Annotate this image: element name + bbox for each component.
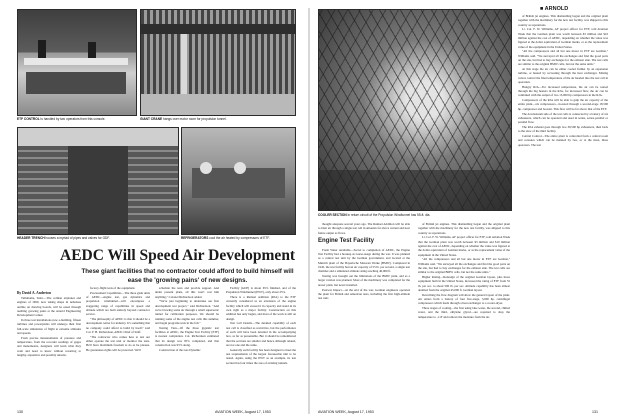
cooler-section-photo	[318, 9, 512, 211]
paragraph: schedule the tests and provide support. And under present plans, all this won't cost him anything," Colonel Richardson added.	[155, 286, 219, 299]
byline: By David A. Anderton	[17, 291, 51, 295]
paragraph: Test Cell Details—The detailed capability of each test cell is classified as restrictive, but the performance of each will have been detailed in the accompanying box, as far as presentable. But it should be remembered that the sections are smaller and hence although related, are not one and the same.	[226, 321, 296, 347]
giant-crane-caption: GIANT CRANE hangs over motor room for propulsion tunnel.	[140, 117, 227, 121]
paragraph: Hungry RJA—For increased temperature, the air can be routed through the big heaters in the RJA, for increased flow, the air can be combined with the output of two 15,000 hp compressors in the RJA.	[518, 84, 608, 98]
paragraph: Three stages of cooling—the first using lake water, the second, chilled water, and the third, ethylene glycol—are required to drop the temperature to -11F and remove the moisture from the air.	[418, 306, 510, 319]
page-gutter	[308, 8, 310, 414]
paragraph: "The philosophy of AEDC is that it should be a development center for industry. It's something that no company could afford to build by itself," said Col. F. H. Richardson, AEDC Chief of Staff.	[86, 317, 150, 334]
paragraph: "All the compressors and all but one motor in ETF are German," Williams said. "We surveyed all the exchanges and find the good parts on the site, but had to buy exchanges for the exhaust side. The test cells are similar to the original BMW cells, but not the same units."	[518, 49, 608, 67]
paragraph: Testing was brought out the limitations of the BMW plant, and as a larger version was planned. Most of the machinery was completed for the newer plant, but never installed.	[318, 274, 410, 287]
right-page-number: 131	[592, 410, 598, 414]
left-page-column-1	[17, 296, 81, 404]
paragraph: Central Control—The entire plant is controlled from a central room and consoles which can be manned by two, or at the most, three operators. The test	[518, 134, 608, 147]
paragraph: Compressors of the RJA will be able to gulp the air capacity of the entire plant—six compressors—boosted through a second-stage 18,500 hp. compressor and booster. This flow will be far above that of the ETF.	[518, 98, 608, 111]
header-trench-photo	[17, 127, 179, 235]
refrigerators-photo	[181, 127, 296, 235]
paragraph: Tullahoma, Tenn.—The combat airplanes and engines of 1960, now taking shape in nebulous outline on drawing boards, will be eased through teething growing pains at the Arnold Engineering Development Center.	[17, 296, 81, 318]
cooler-section-caption: COOLER SECTION in return circuit of the Propulsion Windtunnel has 55-ft. dia.	[318, 213, 431, 217]
headline: AEDC Will Speed Air Development	[60, 247, 296, 264]
paragraph: of British jet engines. This dismantling began and the original plant together with the machinery for the new test facility, was shipped to this country as reparations.	[418, 222, 510, 235]
paragraph: Facility (GDF) is about 65% finished, and of the Propulsion Windtunnel (PWT), only about 25%.	[226, 286, 296, 295]
etf-control-caption: ETF CONTROL is handled by two operators from this console.	[17, 117, 106, 121]
paragraph: The RJA exhaust goes through two 30,500 hp exhausters, then back to the slow of the third facility.	[518, 124, 608, 134]
paragraph: From precise measurements of pressure and temperature, from the recorder readings of gages and manometers, designers will learn what they want and need to know without resorting to lengthy, expensive and possibly unsatis-	[17, 335, 81, 357]
left-page-number: 130	[17, 410, 23, 414]
section-tag	[540, 6, 568, 12]
section-heading: Engine Test Facility	[318, 237, 374, 244]
paragraph: Procurement Capabilities—The three giant units of AEDC—engine test, gas dynamics and propulsion windtunnel—will encompass a staggering range of capabilities in speed and altitude which are built entirely beyond contractor service.	[86, 290, 150, 317]
paragraph: Lt. Col. F. W. Williams, AF project officer for ETF, told Aviation Week that the German plant was worth between $3 million and $10 million against the cost of AEDC, depending on whether the value was figured at the dollar equivalent of German marks, or as the replacement value of the equipment in the United States.	[518, 27, 608, 49]
paragraph: of British jet engines. This dismantling began and the original plant together with the machinery for the new test facility, was shipped to this country as reparations.	[518, 14, 608, 27]
paragraph: Lt. Col. F. W. Williams, AF project officer for ETF, told Aviation Week that the German plant was worth between $3 million and $10 million against the cost of AEDC, depending on whether the value was figured at the dollar equivalent of German marks, or as the replacement value of the equipment in the United States.	[418, 235, 510, 257]
paragraph: At this stage the air can be either cooled further by an expansion turbine, or heated by recreating through the heat exchanger. Mixing valves control the final temperature of the air headed into the test cell in operation.	[518, 67, 608, 84]
paragraph: factory-flight tests of the equipment.	[90, 286, 136, 290]
left-page-magazine-line: AVIATION WEEK, August 17, 1953	[215, 410, 271, 414]
right-page-column-2	[418, 222, 510, 406]
paragraph: Testing Tion—Of the three gigantic test facilities at AEDC, the Engine Test Facility (ETF) is nearest completion. Col. Richardson estimated that its design was 95% completed, and that construction was 95% along.	[155, 325, 219, 347]
paragraph: Higher Rating—Redesign of the original German layout, plus more equipment built in the United States, increased the rating of ETF from 55 lb. per sec. to about 500 lb. per sec. Altitude capability has been almost doubled from the original 45,000 ft. German layout.	[418, 275, 510, 292]
section-tag-label: ARNOLD	[544, 6, 569, 12]
paragraph: In three test installations now a-building, fifteen turbines and powerplants will undergo their first full-scale simulation of flight at extreme altitudes and speeds.	[17, 317, 81, 335]
paragraph: thought adequate several years ago. The Rumsel Addition will be able to blast air through a single test cell in amounts far above current and near future output as flows.	[318, 222, 410, 235]
left-page-column-4	[226, 286, 296, 404]
paragraph: Generally each facility has been designed to meet the test requirements of the largest foreseeable unit to be tested. Again, using the PWT as an example, its test section has four times the area of existing tunnels.	[226, 347, 296, 365]
paragraph: Construction of the Gas Dynamic	[159, 347, 201, 352]
paragraph: There is a Rumsel Addition (RJA) to the ETF currently considered as an extension of the engine facility which will exceed it in capacity and stand in its own right as a major facility. Construction on this addition has only begun, and most of the work is still on design.	[226, 295, 296, 321]
subhead: These giant facilities that no contractor could afford to build himself will ease the 'growing pains' of new designs.	[81, 268, 294, 284]
right-page-magazine-line: AVIATION WEEK, August 17, 1953	[318, 410, 374, 414]
etf-control-photo	[17, 9, 137, 116]
right-page-column-1	[318, 222, 410, 406]
header-trench-caption: HEADER TRENCH houses a myriad of pipes and valves for GDF.	[17, 236, 110, 240]
paragraph: "The contractor who comes here to test our either operate the test unit or monitor the tests. He'll have maximum freedom to do as he pleases. He guarantees rights will be protected. We'll	[86, 334, 150, 352]
paragraph: "We're just beginning to undertake our first development test project," said Richardson. "And we're blowing some air through a small supersonic tunnel for calibration purposes. We should be running some of the engine test cells this summer, and begin programs tests in the fall."	[155, 299, 219, 325]
left-page-column-3	[155, 286, 219, 404]
refrigerators-caption: REFRIGERATORS cool the air heated by compressors of ETF.	[181, 236, 270, 240]
paragraph: Describing the flow diagram will show the general layout of the plant. Air enters from a battery of four five-stage, 3,000 hp. centrifugal compressors which feeds through a heat exchanger to a cooler-dryer.	[418, 292, 510, 306]
paragraph: Postwar Impact—At the end of the war, German engineers operated the plant for British and American tests, including the first high-altitude test runs	[318, 287, 410, 301]
giant-crane-photo	[140, 9, 296, 116]
paragraph: "All the compressors and all but one motor in ETF are German," Williams said. "We surveyed all the exchanges and find the good parts on the site, but had to buy exchanges for the exhaust side. The test cells are similar to the original BMW cells, but not the same units."	[418, 257, 510, 275]
paragraph: The downstream side of the test cells is connected by a battery of six exhausters, which can be operated and used in series, series-parallel or parallel flow.	[518, 111, 608, 125]
section-marker-icon: ■	[540, 6, 544, 12]
left-page-column-2	[86, 286, 150, 404]
paragraph: Fresh Water Available—Secret to completion of AEDC, the Engine Test Facility had a hookup as Gorse-usage during the war. It was planned as a central test unit by the German government, and located at the Munich plant of the Bayerische Motoren Werke (BMW). Completed in 1945, the test facility had an air capacity of 55 lb. per second, a single test chamber and a simulated altitude rating reaching 40,000 ft.	[318, 247, 410, 274]
right-page-column-3	[518, 14, 608, 406]
